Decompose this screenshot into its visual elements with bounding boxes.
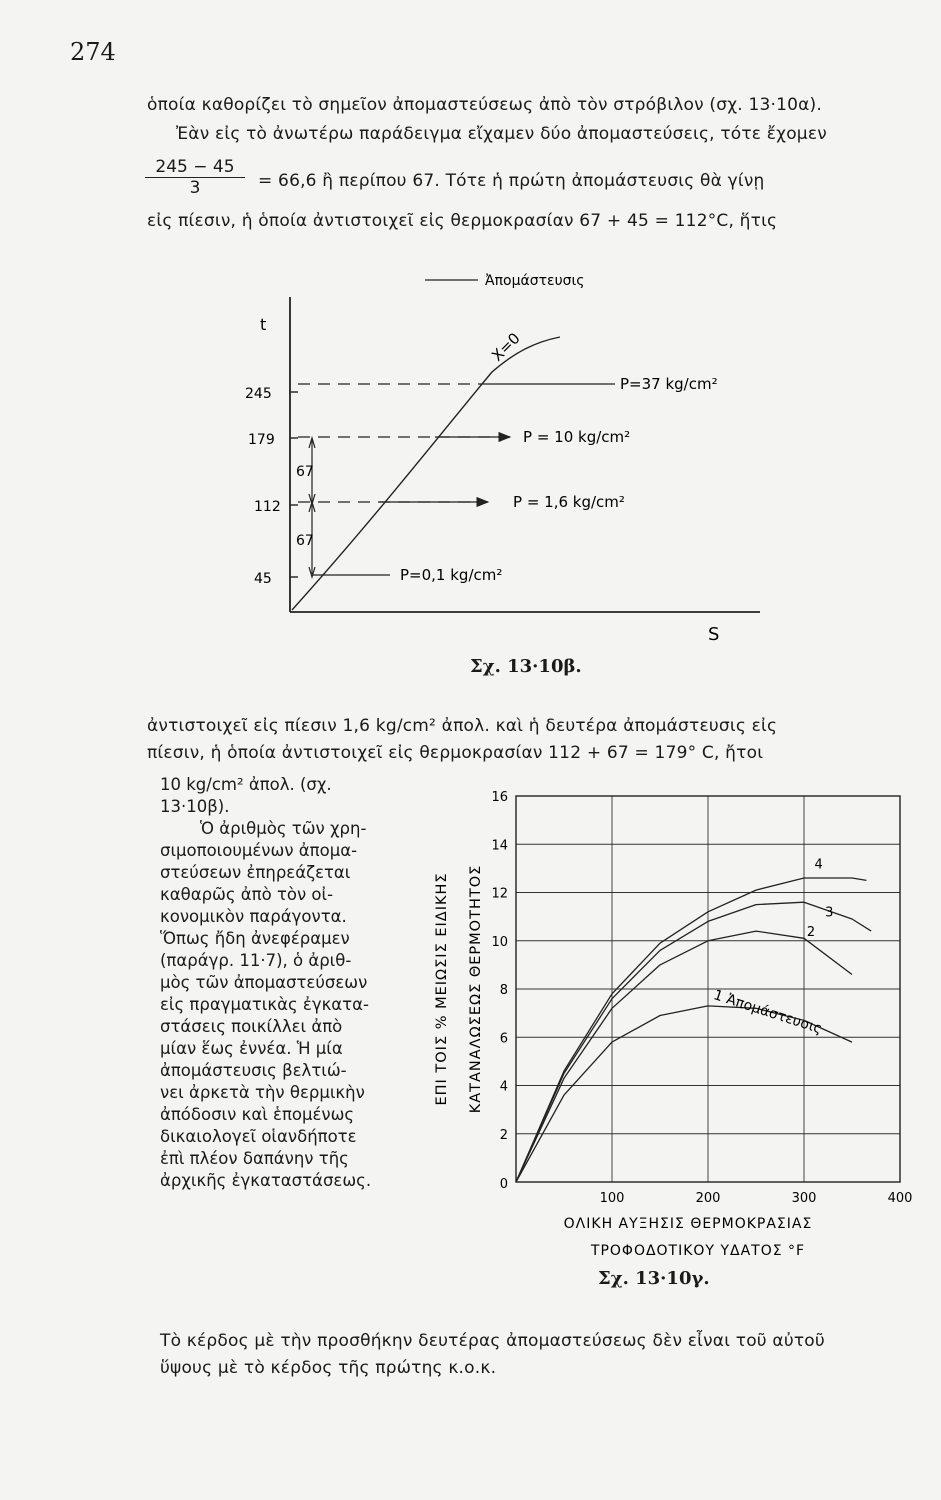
side-text-line: σιμοποιουμένων ἀπομα-: [160, 841, 358, 860]
label-p37: P=37 kg/cm²: [620, 375, 718, 393]
side-text-line: στάσεις ποικίλλει ἀπὸ: [160, 1017, 343, 1036]
side-text-line: ἀπόδοσιν καὶ ἑπομένως: [160, 1105, 355, 1124]
text-line-3: = 66,6 ἢ περίπου 67. Τότε ἡ πρώτη ἀπομάστευσις θὰ γίνῃ: [258, 171, 765, 191]
text-line-4: εἰς πίεσιν, ἡ ὁποία ἀντιστοιχεῖ εἰς θερμοκρασίαν 67 + 45 = 112°C, ἥτις: [147, 211, 778, 231]
side-text-line: καθαρῶς ἀπὸ τὸν οἰ-: [160, 885, 334, 904]
series-annotation: 1 Ἀπομάστευσις: [711, 987, 824, 1038]
y-tick-label: 8: [499, 983, 508, 998]
label-p10: P = 10 kg/cm²: [523, 428, 631, 446]
text-line-2: Ἐὰν εἰς τὸ ἀνωτέρω παράδειγμα εἴχαμεν δύο ἀπομαστεύσεις, τότε ἔχομεν: [176, 124, 827, 144]
tick-179: 179: [248, 432, 275, 448]
side-text-line: δικαιολογεῖ οἱανδήποτε: [160, 1127, 357, 1146]
y-axis-label-1: ΕΠΙ ΤΟΙΣ % ΜΕΙΩΣΙΣ ΕΙΔΙΚΗΣ: [434, 872, 450, 1106]
tick-112: 112: [254, 499, 281, 515]
side-text-line: κονομικὸν παράγοντα.: [160, 907, 347, 926]
bottom-line-2: ὕψους μὲ τὸ κέρδος τῆς πρώτης κ.ο.κ.: [160, 1358, 497, 1378]
x-tick-label: 200: [695, 1191, 721, 1206]
side-text-line: 13·10β).: [160, 797, 230, 816]
y-axis-label-2: ΚΑΤΑΝΑΛΩΣΕΩΣ ΘΕΡΜΟΤΗΤΟΣ: [468, 864, 484, 1114]
x-axis-label: S: [708, 624, 720, 645]
gap-67-upper: 67: [296, 464, 314, 480]
y-tick-label: 4: [499, 1079, 508, 1095]
label-p16: P = 1,6 kg/cm²: [513, 493, 625, 511]
figure-13-10b: [230, 262, 790, 662]
y-tick-label: 6: [499, 1031, 508, 1047]
x-axis-label-1: ΟΛΙΚΗ ΑΥΞΗΣΙΣ ΘΕΡΜΟΚΡΑΣΙΑΣ: [563, 1216, 813, 1232]
figure-13-10g-chart: [418, 780, 933, 1260]
x-tick-label: 400: [887, 1191, 913, 1206]
figure-13-10g-caption: Σχ. 13·10γ.: [598, 1268, 710, 1289]
y-tick-label: 14: [491, 838, 508, 854]
tick-245: 245: [245, 386, 272, 402]
curve-label: X=0: [488, 329, 524, 365]
y-tick-label: 16: [491, 790, 508, 805]
y-tick-label: 2: [499, 1127, 508, 1143]
side-text-line: Ὅπως ἤδη ἀνεφέραμεν: [160, 929, 350, 948]
x-tick-label: 100: [599, 1191, 625, 1206]
series-label-4: 4: [814, 857, 823, 873]
side-text-line: μίαν ἕως ἐννέα. Ἡ μία: [160, 1039, 343, 1058]
x-tick-label: 300: [791, 1191, 817, 1206]
fraction: [145, 157, 245, 198]
side-text-line: 10 kg/cm² ἀπολ. (σχ.: [160, 775, 332, 794]
series-line-3: [516, 902, 871, 1182]
side-text-line: (παράγρ. 11·7), ὁ ἀριθ-: [160, 951, 352, 970]
side-text-line: Ὁ ἀριθμὸς τῶν χρη-: [200, 819, 367, 838]
side-text-line: ἐπὶ πλέον δαπάνην τῆς: [160, 1149, 349, 1168]
side-text-line: εἰς πραγματικὰς ἐγκατα-: [160, 995, 369, 1014]
side-text-line: στεύσεων ἐπηρεάζεται: [160, 863, 351, 882]
series-label-2: 2: [806, 924, 816, 940]
side-text-line: ἀρχικῆς ἐγκαταστάσεως.: [160, 1171, 372, 1190]
legend-label: Ἀπομάστευσις: [485, 273, 585, 289]
y-axis-label: t: [260, 315, 267, 334]
bottom-line-1: Τὸ κέρδος μὲ τὴν προσθήκην δευτέρας ἀπομαστεύσεως δὲν εἶναι τοῦ αὐτοῦ: [160, 1331, 825, 1351]
side-text-line: νει ἀρκετὰ τὴν θερμικὴν: [160, 1083, 365, 1102]
y-tick-label: 10: [491, 934, 508, 950]
side-text-line: μὸς τῶν ἀπομαστεύσεων: [160, 973, 368, 992]
x-axis-label-2: ΤΡΟΦΟΔΟΤΙΚΟΥ ΥΔΑΤΟΣ °F: [590, 1243, 806, 1259]
label-p01: P=0,1 kg/cm²: [400, 566, 503, 584]
series-label-3: 3: [825, 905, 834, 921]
side-column: [160, 774, 415, 1192]
fraction-numerator: 245 − 45: [145, 157, 245, 178]
mid-line-1: ἀντιστοιχεῖ εἰς πίεσιν 1,6 kg/cm² ἀπολ. καὶ ἡ δευτέρα ἀπομάστευσις εἰς: [147, 716, 778, 736]
mid-line-2: πίεσιν, ἡ ὁποία ἀντιστοιχεῖ εἰς θερμοκρασίαν 112 + 67 = 179° C, ἤτοι: [147, 743, 764, 763]
series-line-2: [516, 931, 852, 1182]
tick-45: 45: [254, 571, 272, 587]
figure-13-10b-caption: Σχ. 13·10β.: [470, 656, 582, 677]
origin-label: 0: [499, 1177, 508, 1192]
series-line-1: [516, 1006, 852, 1182]
y-tick-label: 12: [491, 886, 508, 902]
fraction-denominator: 3: [189, 178, 201, 198]
text-line-1: ὁποία καθορίζει τὸ σημεῖον ἀπομαστεύσεως ἀπὸ τὸν στρόβιλον (σχ. 13·10α).: [147, 95, 822, 115]
gap-67-lower: 67: [296, 533, 314, 549]
side-text-line: ἀπομάστευσις βελτιώ-: [160, 1061, 347, 1080]
page-number: 274: [70, 38, 116, 66]
